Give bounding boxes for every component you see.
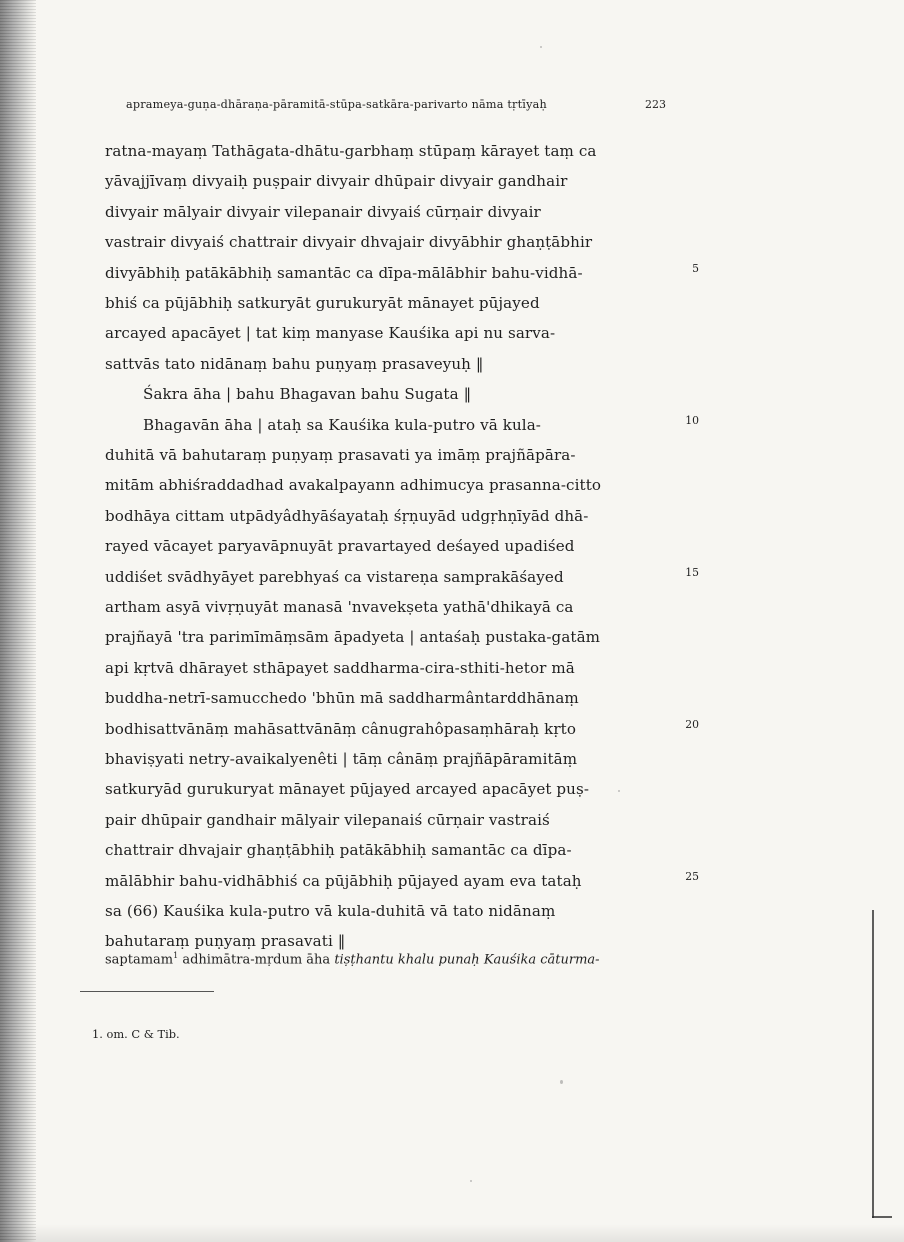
scan-bottom-shadow [0, 1224, 904, 1242]
footnote-reference-mark: 1 [173, 951, 179, 960]
margin-line-number-15: 15 [685, 566, 699, 579]
text-line-5: divyābhiḥ patākābhiḥ samantāc ca dīpa-mālābhir bahu-vidhā- [105, 263, 583, 282]
running-header [126, 98, 666, 122]
text-line-10: Bhagavān āha | ataḥ sa Kauśika kula-putro vā kula- [143, 415, 542, 434]
text-line-1: ratna-mayaṃ Tathāgata-dhātu-garbhaṃ stūpaṃ kārayet taṃ ca [105, 142, 597, 160]
continuation-italic: tiṣṭhantu khalu punaḥ Kauśika cāturma- [334, 952, 600, 968]
text-line-11: duhitā vā bahutaraṃ puṇyaṃ prasavati ya imāṃ prajñāpāra- [105, 446, 576, 464]
margin-line-number-5: 5 [692, 262, 699, 275]
scan-speck [618, 790, 620, 792]
footnote-rule [80, 991, 214, 992]
text-line-3: divyair mālyair divyair vilepanair divyaiś cūrṇair divyair [105, 202, 541, 221]
scan-speck [540, 46, 542, 48]
text-line-18: api kṛtvā dhārayet sthāpayet saddharma-cira-sthiti-hetor mā [105, 658, 575, 677]
text-line-15: uddiśet svādhyāyet parebhyaś ca vistareṇa samprakāśayed [105, 567, 564, 586]
scan-left-edge [0, 0, 36, 1242]
running-header-title: aprameya-guṇa-dhāraṇa-pāramitā-stūpa-satkāra-parivarto nāma tṛtīyaḥ [126, 98, 547, 111]
text-line-4: vastrair divyaiś chattrair divyair dhvajair divyābhir ghaṇṭābhir [105, 233, 593, 252]
text-line-16: artham asyā vivṛṇuyāt manasā 'nvavekṣeta yathā'dhikayā ca [105, 598, 574, 616]
scan-speck [470, 1180, 472, 1182]
text-line-7: arcayed apacāyet | tat kiṃ manyase Kauśika api nu sarva- [105, 324, 556, 343]
text-line-23: pair dhūpair gandhair mālyair vilepanaiś cūrṇair vastraiś [105, 810, 550, 829]
scan-right-rule [872, 910, 874, 1218]
text-line-25: mālābhir bahu-vidhābhiś ca pūjābhiḥ pūjayed ayam eva tataḥ [105, 871, 582, 890]
page-number: 223 [645, 98, 666, 111]
text-line-13: bodhāya cittam utpādyâdhyāśayataḥ śṛṇuyād udgṛhṇīyād dhā- [105, 506, 589, 525]
text-line-8: sattvās tato nidānaṃ bahu puṇyaṃ prasaveyuḥ ‖ [105, 354, 484, 373]
text-line-19: buddha-netrī-samucchedo 'bhūn mā saddharmântarddhānaṃ [105, 689, 579, 708]
margin-line-number-20: 20 [685, 718, 699, 731]
text-line-6: bhiś ca pūjābhiḥ satkuryāt gurukuryāt mānayet pūjayed [105, 294, 540, 312]
margin-line-number-25: 25 [685, 870, 699, 883]
text-line-2: yāvajjīvaṃ divyaiḥ puṣpair divyair dhūpair divyair gandhair [105, 172, 568, 191]
continuation-line [105, 951, 725, 967]
text-line-22: satkuryād gurukuryat mānayet pūjayed arcayed apacāyet puṣ- [105, 780, 590, 799]
text-line-20: bodhisattvānāṃ mahāsattvānāṃ cânugrahôpasaṃhāraḥ kṛto [105, 719, 577, 738]
text-line-14: rayed vācayet paryavāpnuyāt pravartayed deśayed upadiśed [105, 537, 575, 556]
text-line-9: Śakra āha | bahu Bhagavan bahu Sugata ‖ [143, 385, 472, 404]
text-line-24: chattrair dhvajair ghaṇṭābhiḥ patākābhiḥ samantāc ca dīpa- [105, 841, 572, 860]
margin-line-number-10: 10 [685, 414, 699, 427]
text-line-27: bahutaraṃ puṇyaṃ prasavati ‖ [105, 932, 346, 951]
footnote-note: 1. om. C & Tib. [92, 1027, 180, 1041]
text-line-26: sa (66) Kauśika kula-putro vā kula-duhitā vā tato nidānaṃ [105, 902, 556, 920]
scan-right-tick [872, 1216, 892, 1218]
text-line-12: mitām abhiśraddadhad avakalpayann adhimucya prasanna-citto [105, 476, 602, 495]
text-line-17: prajñayā 'tra parimīmāṃsām āpadyeta | antaśaḥ pustaka-gatām [105, 628, 601, 647]
scan-speck [560, 1080, 563, 1084]
continuation-lead: saptamam [105, 952, 174, 968]
continuation-middle: adhimātra-mṛdum āha [178, 952, 335, 968]
text-line-21: bhaviṣyati netry-avaikalyenêti | tāṃ cânāṃ prajñāpāramitāṃ [105, 750, 578, 768]
